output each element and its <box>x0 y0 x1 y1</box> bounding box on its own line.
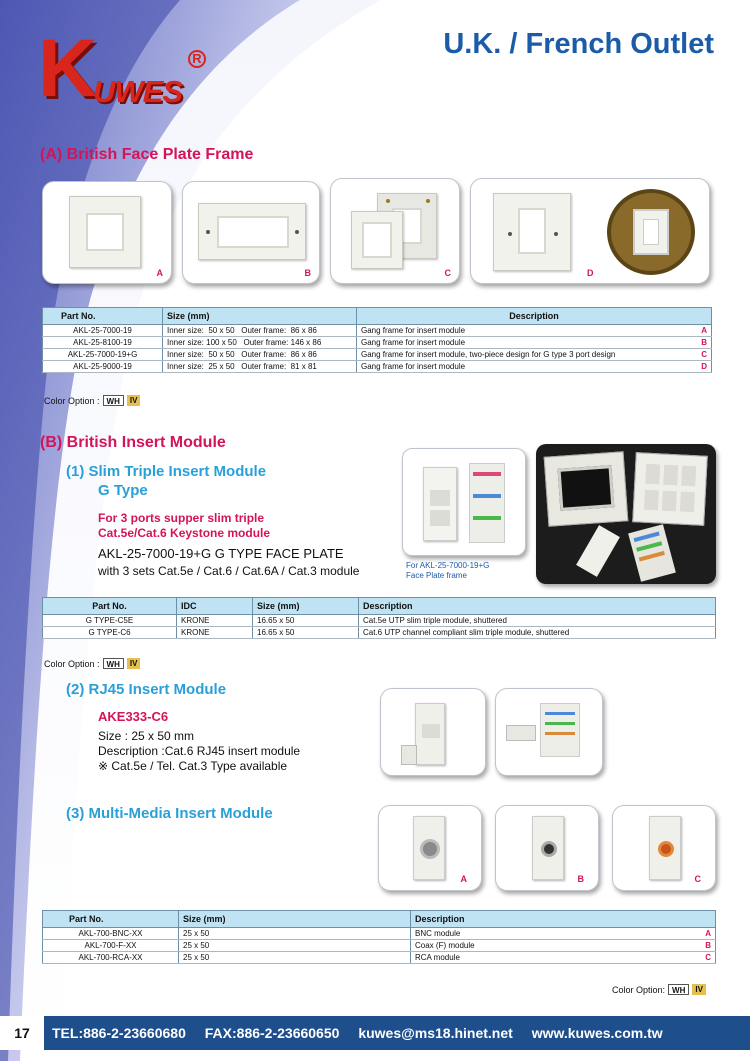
row-tag: D <box>701 362 707 371</box>
coax-module-photo <box>495 805 599 891</box>
cell-description: Cat.5e UTP slim triple module, shuttered <box>359 615 716 627</box>
slim-module-note <box>98 511 270 541</box>
color-badge-ivory: IV <box>692 984 706 995</box>
cell-size: 25 x 50 <box>179 928 411 940</box>
rj45-back-photo <box>495 688 603 776</box>
logo-brand-text: UWES <box>93 74 182 109</box>
color-option-label: Color Option : <box>44 658 100 669</box>
cell-part-no: AKL-25-7000-19+G <box>43 349 163 361</box>
cell-size: Inner size: 50 x 50 Outer frame: 86 x 86 <box>163 349 357 361</box>
contact-line <box>52 1016 677 1050</box>
logo-k-letter: K <box>38 23 96 114</box>
description-text: Gang frame for insert module <box>361 362 466 371</box>
col-header-size: Size (mm) <box>163 308 357 325</box>
rj45-size: Size : 25 x 50 mm <box>98 729 195 743</box>
color-badge-ivory: IV <box>127 658 141 669</box>
color-option-multimedia <box>612 984 706 995</box>
col-header-part-no: Part No. <box>43 598 177 615</box>
cell-idc: KRONE <box>177 627 253 639</box>
rj45-module-heading: (2) RJ45 Insert Module <box>66 681 227 698</box>
col-header-part-no: Part No. <box>43 911 179 928</box>
row-tag: B <box>705 941 711 950</box>
cell-size: Inner size: 50 x 50 Outer frame: 86 x 86 <box>163 325 357 337</box>
slim-module-subheading: G Type <box>98 482 148 499</box>
cell-size: 16.65 x 50 <box>253 615 359 627</box>
description-text: RCA module <box>415 953 460 962</box>
slim-photo-caption <box>406 561 489 581</box>
table-row <box>43 349 712 361</box>
col-header-description: Description <box>357 308 712 325</box>
section-b-title: (B) British Insert Module <box>40 434 226 451</box>
color-option-label: Color Option: <box>612 984 666 995</box>
face-plate-narrow <box>493 193 571 271</box>
caption-line-1: For AKL-25-7000-19+G <box>406 561 490 570</box>
photo-card-c <box>330 178 460 284</box>
photo-tag-c: C <box>694 874 701 884</box>
photo-tag-b: B <box>577 874 584 884</box>
cell-size: 25 x 50 <box>179 952 411 964</box>
cell-part-no: AKL-700-BNC-XX <box>43 928 179 940</box>
cell-idc: KRONE <box>177 615 253 627</box>
plate-front-piece <box>351 211 403 269</box>
footer-website[interactable]: www.kuwes.com.tw <box>531 1025 663 1041</box>
cell-description <box>357 349 712 361</box>
table-row <box>43 928 716 940</box>
color-option-a <box>44 395 140 406</box>
col-header-idc: IDC <box>177 598 253 615</box>
description-text: Gang frame for insert module <box>361 326 466 335</box>
rj45-note: ※ Cat.5e / Tel. Cat.3 Type available <box>98 759 288 773</box>
section-a-title: (A) British Face Plate Frame <box>40 146 254 163</box>
registered-mark: R <box>188 50 206 68</box>
cell-size: 25 x 50 <box>179 940 411 952</box>
cell-description <box>357 325 712 337</box>
cell-part-no: AKL-25-8100-19 <box>43 337 163 349</box>
description-text: Coax (F) module <box>415 941 475 950</box>
col-header-description: Description <box>411 911 716 928</box>
description-text: Gang frame for insert module <box>361 338 466 347</box>
color-option-label: Color Option : <box>44 395 100 406</box>
color-badge-white: WH <box>103 395 124 406</box>
row-tag: C <box>701 350 707 359</box>
row-tag: C <box>705 953 711 962</box>
color-badge-white: WH <box>668 984 689 995</box>
table-row <box>43 627 716 639</box>
footer-telephone: TEL:886-2-23660680 <box>52 1025 186 1041</box>
table-row <box>43 325 712 337</box>
cell-description <box>411 940 716 952</box>
cell-description: Cat.6 UTP channel compliant slim triple module, shuttered <box>359 627 716 639</box>
photo-card-d <box>470 178 710 284</box>
multimedia-module-heading: (3) Multi-Media Insert Module <box>66 805 273 822</box>
cell-description <box>357 337 712 349</box>
face-plate-spec-table <box>42 307 712 373</box>
color-option-slim <box>44 658 140 669</box>
cell-part-no: AKL-700-F-XX <box>43 940 179 952</box>
cell-part-no: G TYPE-C5E <box>43 615 177 627</box>
rj45-model-number: AKE333-C6 <box>98 709 169 724</box>
cell-part-no: G TYPE-C6 <box>43 627 177 639</box>
photo-tag-b: B <box>304 268 311 278</box>
photo-tag-d: D <box>587 268 594 278</box>
slim-module-heading: (1) Slim Triple Insert Module <box>66 463 267 480</box>
description-text: BNC module <box>415 929 461 938</box>
note-line-1: For 3 ports supper slim triple <box>98 511 265 525</box>
body-line-2: with 3 sets Cat.5e / Cat.6 / Cat.6A / Cat.3 module <box>98 564 360 578</box>
row-tag: A <box>701 326 707 335</box>
row-tag: B <box>701 338 707 347</box>
note-line-2: Cat.5e/Cat.6 Keystone module <box>98 526 271 540</box>
rj45-description: Description :Cat.6 RJ45 insert module <box>98 744 301 758</box>
table-header-row <box>43 911 716 928</box>
description-text: Gang frame for insert module, two-piece design for G type 3 port design <box>361 350 616 359</box>
col-header-size: Size (mm) <box>179 911 411 928</box>
slim-module-photo <box>402 448 526 556</box>
table-row <box>43 940 716 952</box>
color-badge-white: WH <box>103 658 124 669</box>
face-plate-double <box>198 203 306 260</box>
body-line-1: AKL-25-7000-19+G G TYPE FACE PLATE <box>98 546 344 561</box>
row-tag: A <box>705 929 711 938</box>
photo-tag-c: C <box>444 268 451 278</box>
color-badge-ivory: IV <box>127 395 141 406</box>
cell-description <box>357 361 712 373</box>
table-header-row <box>43 598 716 615</box>
page-title: U.K. / French Outlet <box>443 28 714 60</box>
table-header-row <box>43 308 712 325</box>
footer-fax: FAX:886-2-23660650 <box>204 1025 340 1041</box>
cell-part-no: AKL-25-9000-19 <box>43 361 163 373</box>
col-header-description: Description <box>359 598 716 615</box>
cell-size: Inner size: 100 x 50 Outer frame: 146 x 86 <box>163 337 357 349</box>
multimedia-spec-table <box>42 910 716 964</box>
page-number: 17 <box>0 1016 44 1050</box>
col-header-part-no: Part No. <box>43 308 163 325</box>
cell-part-no: AKL-25-7000-19 <box>43 325 163 337</box>
col-header-size: Size (mm) <box>253 598 359 615</box>
photo-card-a <box>42 181 172 284</box>
footer-bar <box>0 1016 750 1050</box>
table-row <box>43 615 716 627</box>
caption-line-2: Face Plate frame <box>406 571 467 580</box>
face-plate-single <box>69 196 141 268</box>
kuwes-logo <box>38 23 208 114</box>
cell-size: 16.65 x 50 <box>253 627 359 639</box>
photo-tag-a: A <box>156 268 163 278</box>
table-row <box>43 337 712 349</box>
bnc-module-photo <box>378 805 482 891</box>
cell-part-no: AKL-700-RCA-XX <box>43 952 179 964</box>
rj45-front-photo <box>380 688 486 776</box>
cell-description <box>411 928 716 940</box>
cell-size: Inner size: 25 x 50 Outer frame: 81 x 81 <box>163 361 357 373</box>
footer-email[interactable]: kuwes@ms18.hinet.net <box>358 1025 513 1041</box>
slim-module-body <box>98 546 359 579</box>
rca-module-photo <box>612 805 716 891</box>
rj45-details <box>98 729 300 774</box>
table-row <box>43 952 716 964</box>
metal-back-box <box>607 189 695 275</box>
slim-module-spec-table <box>42 597 716 639</box>
photo-card-b <box>182 181 320 284</box>
table-row <box>43 361 712 373</box>
g-type-faceplate-photo <box>536 444 716 584</box>
cell-description <box>411 952 716 964</box>
photo-tag-a: A <box>460 874 467 884</box>
